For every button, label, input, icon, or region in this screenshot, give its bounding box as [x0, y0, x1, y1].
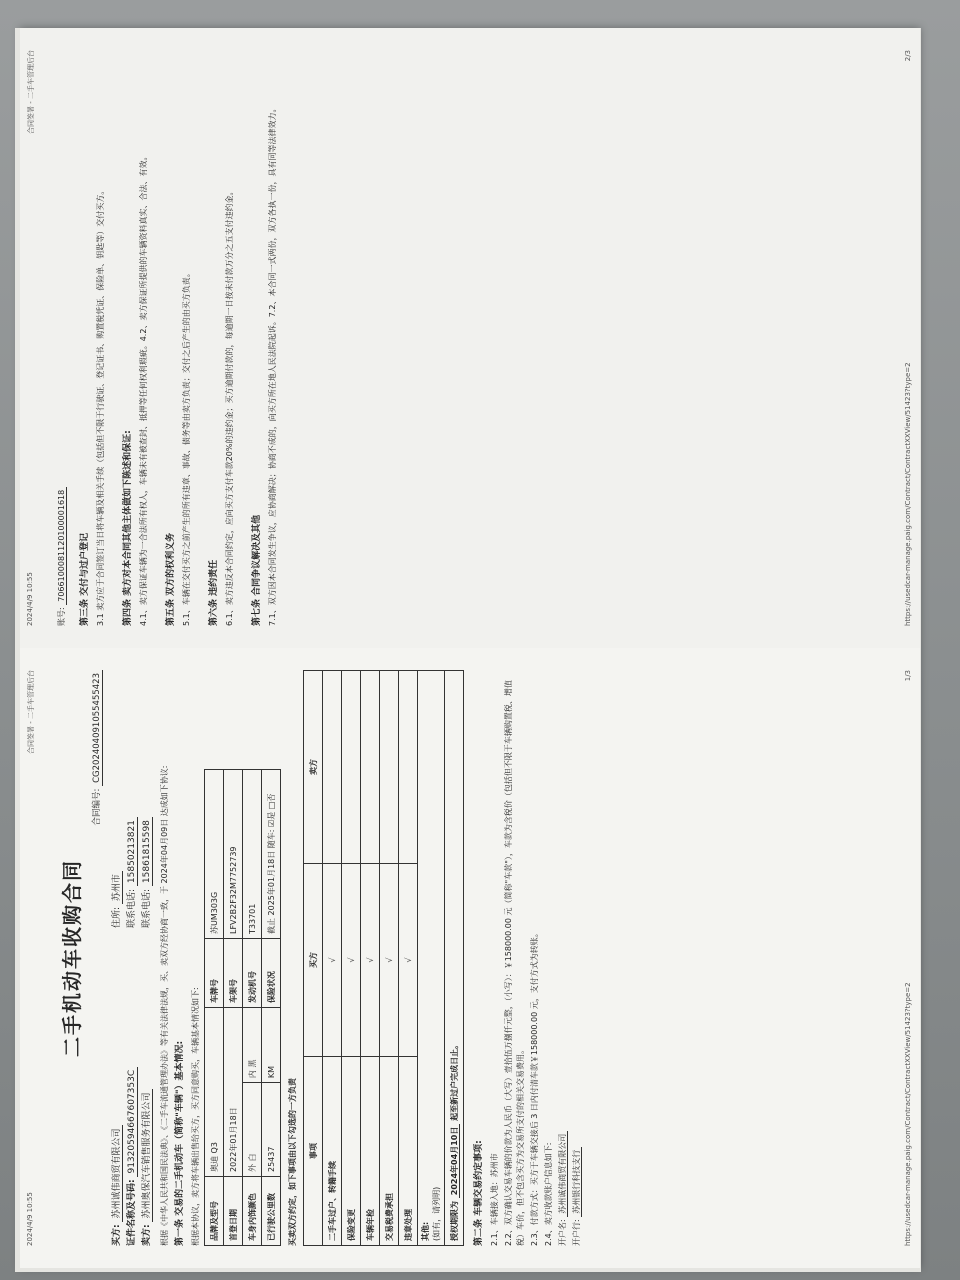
- page-footer: [904, 670, 912, 1246]
- contract-page-1: [20, 648, 920, 1268]
- credit-row: 证件名称及号码: 91320594667607353C 联系电话: 15850213821: [125, 670, 140, 1246]
- vehicle-plate: 苏UM303G: [205, 770, 224, 939]
- page-url: https://usedcar-manage.paig.com/Contract/ContractXXView/51423?type=2: [904, 982, 912, 1246]
- exterior-color: 外 白: [243, 1083, 262, 1177]
- contract-number: CG202404091055455423: [92, 670, 103, 786]
- clause-2-4: 2.4、卖方收款账户信息如下:: [544, 1142, 553, 1246]
- table-row: 授权期限为 2024年04月10日 起至新过户完成日止。: [445, 671, 464, 1246]
- contract-title: 二手机动车收购合同: [60, 859, 84, 1057]
- table-header-row: 事项 买方 卖方: [304, 671, 323, 1246]
- contract-page-2: [20, 28, 920, 648]
- doc-name: 合同签署 - 二手车管理后台: [27, 670, 35, 754]
- buyer-name: 苏州诚伟商贸有限公司: [112, 1126, 123, 1222]
- article-6-title: 第六条 违约责任: [209, 559, 219, 626]
- account-name: 苏州诚伟商贸有限公司: [558, 1131, 568, 1217]
- clause-2-1: 2.1、车辆接入地：苏州市: [490, 1153, 499, 1246]
- article-4-body: 4.1、卖方保证车辆为一合法所有权人，车辆未有被查封、抵押等任何权利瑕疵。4.2、卖方保证所提供的车辆资料真实、合法、有效。: [139, 152, 148, 626]
- article-7-body: 7.1、双方因本合同发生争议，应协商解决；协商不成的，向买方所在地人民法院起诉。7.2、本合同一式两份，双方各执一份，具有同等法律效力。: [268, 104, 277, 626]
- registration-date: 2022年01月18日: [224, 1008, 243, 1177]
- table-row: 违章处理 √: [399, 671, 418, 1246]
- article-3-title: 第三条 交付与过户登记: [80, 532, 90, 626]
- mileage-unit: KM: [262, 1008, 281, 1083]
- buyer-check: √: [380, 864, 399, 1057]
- credit-number: 91320594667607353C: [127, 1067, 138, 1177]
- table-row: 首登日期 2022年01月18日 车架号 LFV2B2F32M7752739: [224, 770, 243, 1246]
- vehicle-brand: 奥迪 Q3: [205, 1008, 224, 1177]
- authorization-date: 2024年04月10日: [450, 1124, 460, 1199]
- seller-name: 苏州奥保汽车销售服务有限公司: [142, 1090, 153, 1222]
- page-header: [26, 50, 36, 626]
- vehicle-vin: LFV2B2F32M7752739: [224, 770, 243, 939]
- table-row: 其他: (如有，请列明): [418, 671, 445, 1246]
- doc-name: 合同签署 - 二手车管理后台: [27, 50, 35, 134]
- article-1-note: 根据本协议，卖方将车辆出售给买方，买方同意购买，车辆基本情况如下:: [191, 987, 200, 1246]
- clause-2-2: 2.2、双方确认交易车辆的价款为人民币（大写）壹拾伍万捌仟元整，（小写）：￥158000.00 元（简称"车款"），车款为含税价（包括但不限于车辆购置税、增值税）车价，但不包含买方为交易所支付的相关交易费用。: [504, 680, 525, 1246]
- timestamp: 2024/4/9 10:55: [26, 572, 34, 626]
- timestamp: 2024/4/9 10:55: [26, 1192, 34, 1246]
- article-5-body: 5.1、车辆在交付买方之前产生的所有违章、事故、债务等由卖方负责；交付之后产生的由买方负责。: [182, 269, 191, 626]
- engine-number: T33701: [243, 770, 262, 939]
- table-row: 品牌及型号 奥迪 Q3 车牌号 苏UM303G: [205, 770, 224, 1246]
- table-row: 车辆年检 √: [361, 671, 380, 1246]
- article-2-title: 第二条 车辆交易约定事项:: [474, 1140, 484, 1246]
- article-5-title: 第五条 双方的权利义务: [166, 532, 176, 626]
- vehicle-table: [204, 769, 281, 1246]
- buyer-check: √: [361, 864, 380, 1057]
- table-row: 交易税费承担 √: [380, 671, 399, 1246]
- interior-color: 内 黑: [243, 1008, 262, 1083]
- intro-paragraph: 根据《中华人民共和国民法典》、《二手车流通管理办法》等有关法律法规，买、卖双方经协商一致，于 2024年04月09日 达成如下协议:: [160, 765, 169, 1246]
- article-6-body: 6.1、卖方违反本合同约定，应向买方支付车款20%的违约金；买方逾期付款的，每逾期一日按未付款万分之五支付违约金。: [225, 187, 234, 626]
- buyer-address: 苏州市: [112, 871, 123, 904]
- table-row: 已行驶公里数 25437 KM 保险状况 截止 2025年01月18日 随车: ☑是 □否: [262, 770, 281, 1246]
- seller-check: [361, 671, 380, 864]
- account-row: 账号: 7066100081120100001618: [56, 50, 68, 626]
- seller-phone: 15861815598: [142, 817, 153, 886]
- mileage: 25437: [262, 1083, 281, 1177]
- account-number: 7066100081120100001618: [57, 487, 67, 605]
- article-7-title: 第七条 合同争议解决及其他: [252, 514, 262, 626]
- buyer-check: √: [342, 864, 361, 1057]
- article-4-title: 第四条 卖方对本合同其他主体做如下陈述和保证:: [123, 430, 133, 626]
- buyer-check: √: [323, 864, 342, 1057]
- insurance-status: 截止 2025年01月18日 随车: ☑是 □否: [262, 770, 281, 939]
- buyer-row: 买方: 苏州诚伟商贸有限公司 住所: 苏州市: [110, 670, 125, 1246]
- article-3-body: 3.1 卖方应于合同签订当日将车辆及相关手续（包括但不限于行驶证、登记证书、购置税凭证、保险单、钥匙等）交付买方。: [96, 186, 105, 626]
- contract-sheet: [20, 28, 920, 1268]
- contract-number-row: 合同编号: CG202404091055455423: [91, 670, 104, 1246]
- seller-row: 卖方: 苏州奥保汽车销售服务有限公司 联系电话: 15861815598: [140, 670, 155, 1246]
- page-header: [26, 670, 36, 1246]
- bank-name: 苏州银行科技支行: [572, 1147, 582, 1217]
- seller-check: [380, 671, 399, 864]
- responsibility-table: [303, 670, 464, 1246]
- tasks-note: 买卖双方约定，如下事项由以下勾选的一方负责: [288, 1078, 297, 1246]
- seller-check: [342, 671, 361, 864]
- account-name-row: 开户名: 苏州诚伟商贸有限公司: [557, 670, 569, 1246]
- seller-check: [323, 671, 342, 864]
- bank-row: 开户行: 苏州银行科技支行: [571, 670, 583, 1246]
- buyer-phone: 15850213821: [127, 817, 138, 886]
- buyer-check: √: [399, 864, 418, 1057]
- page-url: https://usedcar-manage.paig.com/Contract/ContractXXView/51423?type=2: [904, 362, 912, 626]
- seller-check: [399, 671, 418, 864]
- article-1-title: 第一条 交易的二手机动车（简称"车辆"）基本情况:: [175, 1040, 185, 1246]
- table-row: 二手车过户、转籍手续 √: [323, 671, 342, 1246]
- page-number: 2/3: [904, 50, 912, 62]
- page-number: 1/3: [904, 670, 912, 682]
- page-footer: [904, 50, 912, 626]
- clause-2-3: 2.3、付款方式：买方于车辆交接后 3 日内付清车款￥158000.00 元，支付方式为转账。: [530, 929, 539, 1246]
- table-row: 保险变更 √: [342, 671, 361, 1246]
- table-row: 车身内饰颜色 外 白 内 黑 发动机号 T33701: [243, 770, 262, 1246]
